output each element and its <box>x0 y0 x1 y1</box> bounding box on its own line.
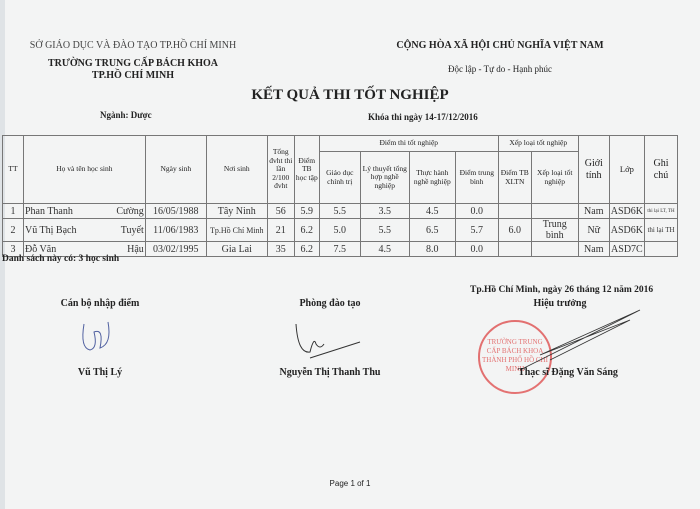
cell-tt: 1 <box>3 204 24 219</box>
cell-cls: ASD6K <box>609 219 644 242</box>
major: Ngành: Dược <box>100 110 152 120</box>
cell-last: Hậu <box>101 242 146 257</box>
page-title: KẾT QUẢ THI TỐT NGHIỆP <box>251 87 449 103</box>
col-rank: Xếp loại tốt nghiệp <box>531 152 578 204</box>
cell-cls: ASD7C <box>611 243 643 255</box>
republic-heading: CỘNG HÒA XÃ HỘI CHỦ NGHĨA VIỆT NAM <box>396 40 604 51</box>
signature-entry <box>78 318 118 358</box>
school-name: TRƯỜNG TRUNG CẤP BÁCH KHOA <box>47 58 218 69</box>
cell-cls: ASD6K <box>610 205 643 217</box>
col-note: Ghi chú <box>645 136 678 204</box>
cell-note: thi lại LT, TH <box>645 204 678 219</box>
cell-sex: Nam <box>578 242 609 257</box>
cell-gpa: 6.2 <box>294 219 319 242</box>
col-avg: Điểm trung bình <box>455 152 498 204</box>
col-group-exam: Điểm thi tốt nghiệp <box>319 136 498 152</box>
cell-credits: 21 <box>267 219 294 242</box>
entry-name: Vũ Thị Lý <box>77 367 123 378</box>
cell-credits: 56 <box>267 204 294 219</box>
page-number: Page 1 of 1 <box>329 479 371 488</box>
cell-dob: 11/06/1983 <box>145 219 206 242</box>
col-xltn: Điểm TB XLTN <box>498 152 531 204</box>
cell-pob: Tây Ninh <box>206 204 267 219</box>
cell-avg: 0.0 <box>455 204 498 219</box>
cell-note: thi lại TH <box>645 219 678 242</box>
cell-dob: 16/05/1988 <box>145 204 206 219</box>
school-city: TP.HỒ CHÍ MINH <box>91 70 175 81</box>
col-pob: Nơi sinh <box>206 136 267 204</box>
cell-rank <box>531 242 578 257</box>
cell-xltn <box>498 242 531 257</box>
cell-first: Vũ Thị Bạch <box>24 219 101 242</box>
principal-name: Thạc sĩ Đặng Văn Sáng <box>518 367 618 378</box>
cell-first: Phan Thanh <box>24 204 101 219</box>
cell-practice: 6.5 <box>409 219 455 242</box>
cell-xltn <box>498 204 531 219</box>
col-practice: Thực hành nghề nghiệp <box>409 152 455 204</box>
col-name: Họ và tên học sinh <box>24 136 146 204</box>
cell-sex: Nữ <box>578 219 609 242</box>
col-civic: Giáo dục chính trị <box>319 152 360 204</box>
cell-rank: Trung bình <box>531 219 578 242</box>
cell-civic: 5.0 <box>319 219 360 242</box>
motto: Độc lập - Tự do - Hạnh phúc <box>448 64 552 74</box>
signature-training <box>290 320 370 360</box>
col-sex: Giới tính <box>578 136 609 204</box>
cell-credits: 35 <box>267 242 294 257</box>
cell-gpa: 5.9 <box>294 204 319 219</box>
cell-rank <box>531 204 578 219</box>
table-row <box>3 204 678 219</box>
cell-theory: 5.5 <box>360 219 409 242</box>
cell-first: Đỗ Văn <box>24 242 101 257</box>
stamp-text: TRƯỜNG TRUNG CẤP BÁCH KHOA THÀNH PHỐ HỒ CHÍ MINH <box>482 338 548 374</box>
student-count: Danh sách này có: 3 học sinh <box>2 254 120 264</box>
cell-theory: 3.5 <box>360 204 409 219</box>
cell-tt: 2 <box>3 219 24 242</box>
cell-gpa: 6.2 <box>294 242 319 257</box>
table-row <box>3 219 678 242</box>
cell-practice: 8.0 <box>409 242 455 257</box>
cell-dob: 03/02/1995 <box>145 242 206 257</box>
cell-avg: 0.0 <box>455 242 498 257</box>
cell-pob: Tp.Hồ Chí Minh <box>206 219 267 242</box>
col-group-rank: Xếp loại tốt nghiệp <box>498 136 578 152</box>
col-theory: Lý thuyết tổng hợp nghề nghiệp <box>360 152 409 204</box>
col-dob: Ngày sinh <box>145 136 206 204</box>
training-name: Nguyễn Thị Thanh Thu <box>279 367 381 378</box>
cell-last: Cường <box>101 204 146 219</box>
results-table <box>2 135 678 257</box>
place-date: Tp.Hồ Chí Minh, ngày 26 tháng 12 năm 2016 <box>470 285 654 295</box>
cell-sex: Nam <box>578 204 609 219</box>
cell-civic: 5.5 <box>319 204 360 219</box>
cell-pob: Gia Lai <box>206 242 267 257</box>
cell-note <box>645 242 678 257</box>
cell-avg: 5.7 <box>455 219 498 242</box>
col-tt: TT <box>3 136 24 204</box>
training-title: Phòng đào tạo <box>299 298 361 309</box>
principal-title: Hiệu trưởng <box>533 298 587 309</box>
cell-tt: 3 <box>3 242 24 257</box>
exam-dates: Khóa thi ngày 14-17/12/2016 <box>368 112 478 122</box>
cell-civic: 7.5 <box>319 242 360 257</box>
entry-title: Cán bộ nhập điểm <box>60 298 140 309</box>
cell-theory: 4.5 <box>360 242 409 257</box>
cell-last: Tuyết <box>101 219 146 242</box>
col-class: Lớp <box>609 136 644 204</box>
cell-practice: 4.5 <box>409 204 455 219</box>
cell-xltn: 6.0 <box>498 219 531 242</box>
col-credits: Tổng đvht thi lần 2/100 đvht <box>267 136 294 204</box>
department-name: SỞ GIÁO DỤC VÀ ĐÀO TẠO TP.HỒ CHÍ MINH <box>29 40 237 51</box>
col-gpa: Điểm TB học tập <box>294 136 319 204</box>
